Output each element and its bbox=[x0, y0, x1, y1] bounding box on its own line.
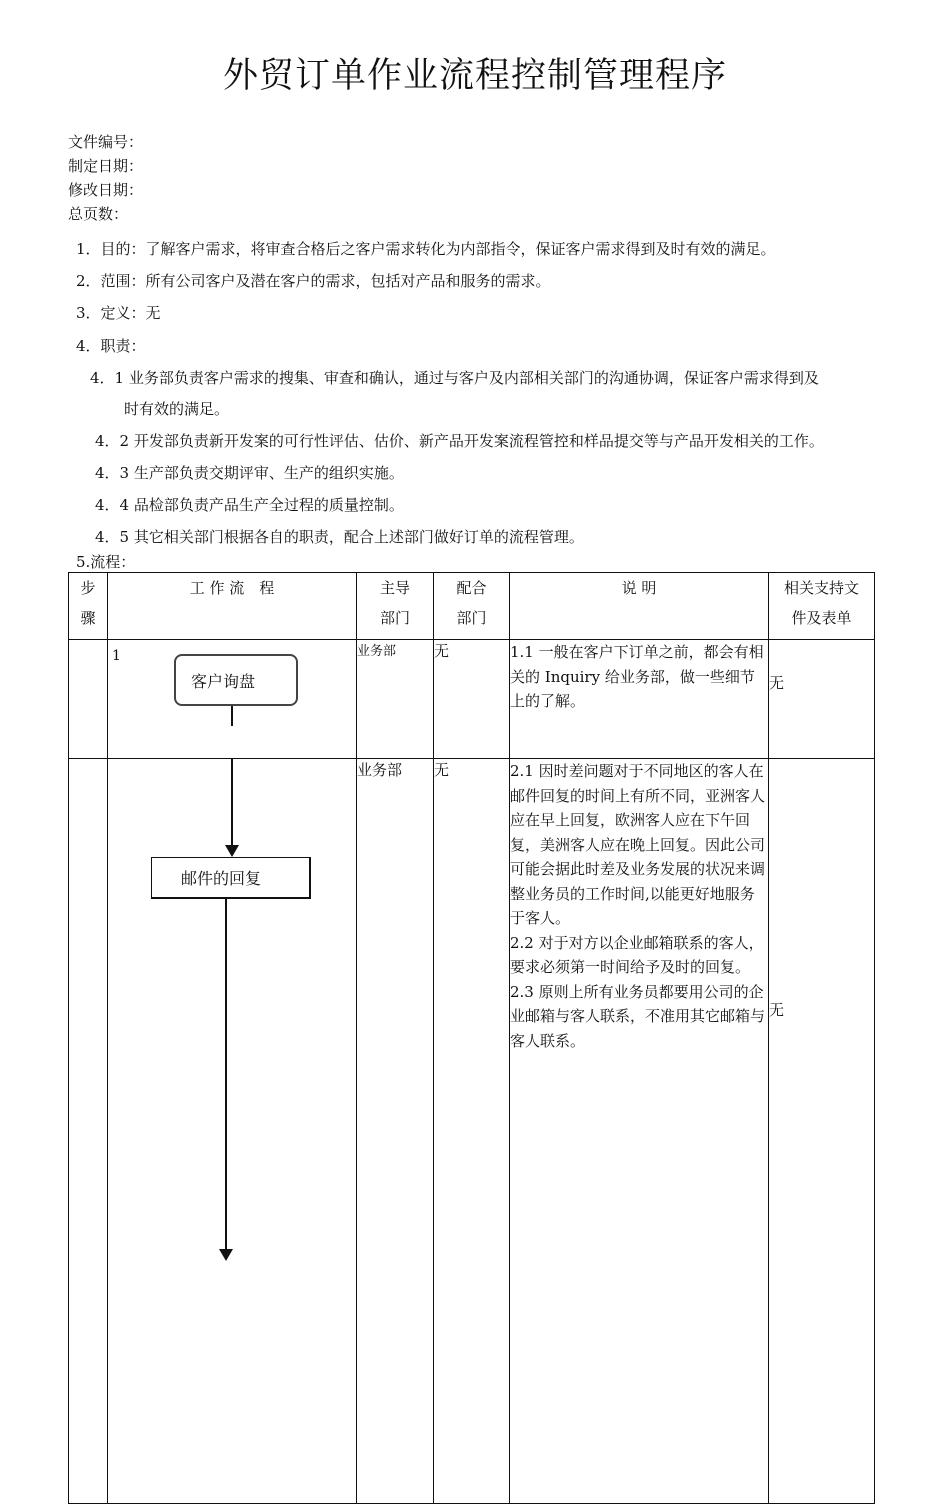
section-responsibilities: 4．职责： bbox=[76, 337, 146, 355]
support-docs: 无 bbox=[769, 759, 875, 1504]
flow-node-email-reply: 邮件的回复 bbox=[151, 857, 311, 899]
responsibility-4-5: 4．5 其它相关部门根据各自的职责，配合上述部门做好订单的流程管理。 bbox=[95, 528, 584, 546]
flow-node-customer-inquiry: 客户询盘 bbox=[174, 654, 298, 706]
section-purpose: 1．目的：了解客户需求，将审查合格后之客户需求转化为内部指令，保证客户需求得到及时有效的满足。 bbox=[76, 240, 776, 258]
section-process: 5.流程： bbox=[76, 553, 136, 571]
note-2-3: 2.3 原则上所有业务员都要用公司的企业邮箱与客人联系，不准用其它邮箱与客人联系。 bbox=[510, 982, 766, 1050]
step-number: 1 bbox=[112, 648, 121, 664]
process-table bbox=[68, 572, 875, 1504]
responsibility-4-2: 4．2 开发部负责新开发案的可行性评估、估价、新产品开发案流程管控和样品提交等与产品开发相关的工作。 bbox=[95, 432, 824, 450]
responsibility-4-4: 4．4 品检部负责产品生产全过程的质量控制。 bbox=[95, 496, 404, 514]
flow-cell bbox=[108, 640, 357, 759]
created-date-label: 制定日期： bbox=[68, 157, 144, 175]
table-row bbox=[69, 640, 875, 759]
step-cell bbox=[69, 759, 108, 1504]
note-2-1: 2.1 因时差问题对于不同地区的客人在邮件回复的时间上有所不同，亚洲客人应在早上回复，欧洲客人应在下午回复，美洲客人应在晚上回复。因此公司可能会据此时差及业务发展的状况来调整业务员的工作时间,以能更好地服务于客人。 bbox=[510, 762, 766, 927]
page-title: 外贸订单作业流程控制管理程序 bbox=[222, 56, 727, 96]
responsibility-4-1: 4．1 业务部负责客户需求的搜集、审查和确认，通过与客户及内部相关部门的沟通协调，保证客户需求得到及 bbox=[90, 369, 819, 387]
revised-date-label: 修改日期： bbox=[68, 181, 144, 199]
description-cell bbox=[510, 759, 769, 1504]
header-lead-dept: 主导 部门 bbox=[357, 573, 434, 640]
doc-number-label: 文件编号： bbox=[68, 133, 144, 151]
table-row bbox=[69, 759, 875, 1504]
coop-dept: 无 bbox=[434, 640, 510, 759]
responsibility-4-3: 4．3 生产部负责交期评审、生产的组织实施。 bbox=[95, 464, 404, 482]
total-pages-label: 总页数： bbox=[68, 205, 129, 223]
responsibility-4-1-cont: 时有效的满足。 bbox=[124, 400, 230, 418]
header-coop-dept: 配合 部门 bbox=[434, 573, 510, 640]
step-cell bbox=[69, 640, 108, 759]
note-2-2: 2.2 对于对方以企业邮箱联系的客人，要求必须第一时间给予及时的回复。 bbox=[510, 933, 764, 976]
header-description: 说 明 bbox=[510, 573, 769, 640]
flow-connector bbox=[225, 899, 227, 1251]
support-docs: 无 bbox=[769, 640, 875, 759]
coop-dept: 无 bbox=[434, 759, 510, 1504]
flow-connector bbox=[231, 759, 233, 849]
table-header-row bbox=[69, 573, 875, 640]
description-cell: 1.1 一般在客户下订单之前，都会有相关的 Inquiry 给业务部，做一些细节上的了解。 bbox=[510, 640, 769, 759]
section-definition: 3．定义：无 bbox=[76, 304, 161, 322]
lead-dept: 业务部 bbox=[357, 759, 434, 1504]
section-scope: 2．范围：所有公司客户及潜在客户的需求，包括对产品和服务的需求。 bbox=[76, 272, 551, 290]
header-support-docs: 相关支持文 件及表单 bbox=[769, 573, 875, 640]
lead-dept: 业务部 bbox=[357, 640, 434, 759]
header-flow: 工 作 流 程 bbox=[108, 573, 357, 640]
arrow-down-icon bbox=[219, 1249, 233, 1263]
flow-cell bbox=[108, 759, 357, 1504]
flow-connector bbox=[231, 706, 233, 726]
header-step: 步 骤 bbox=[69, 573, 108, 640]
